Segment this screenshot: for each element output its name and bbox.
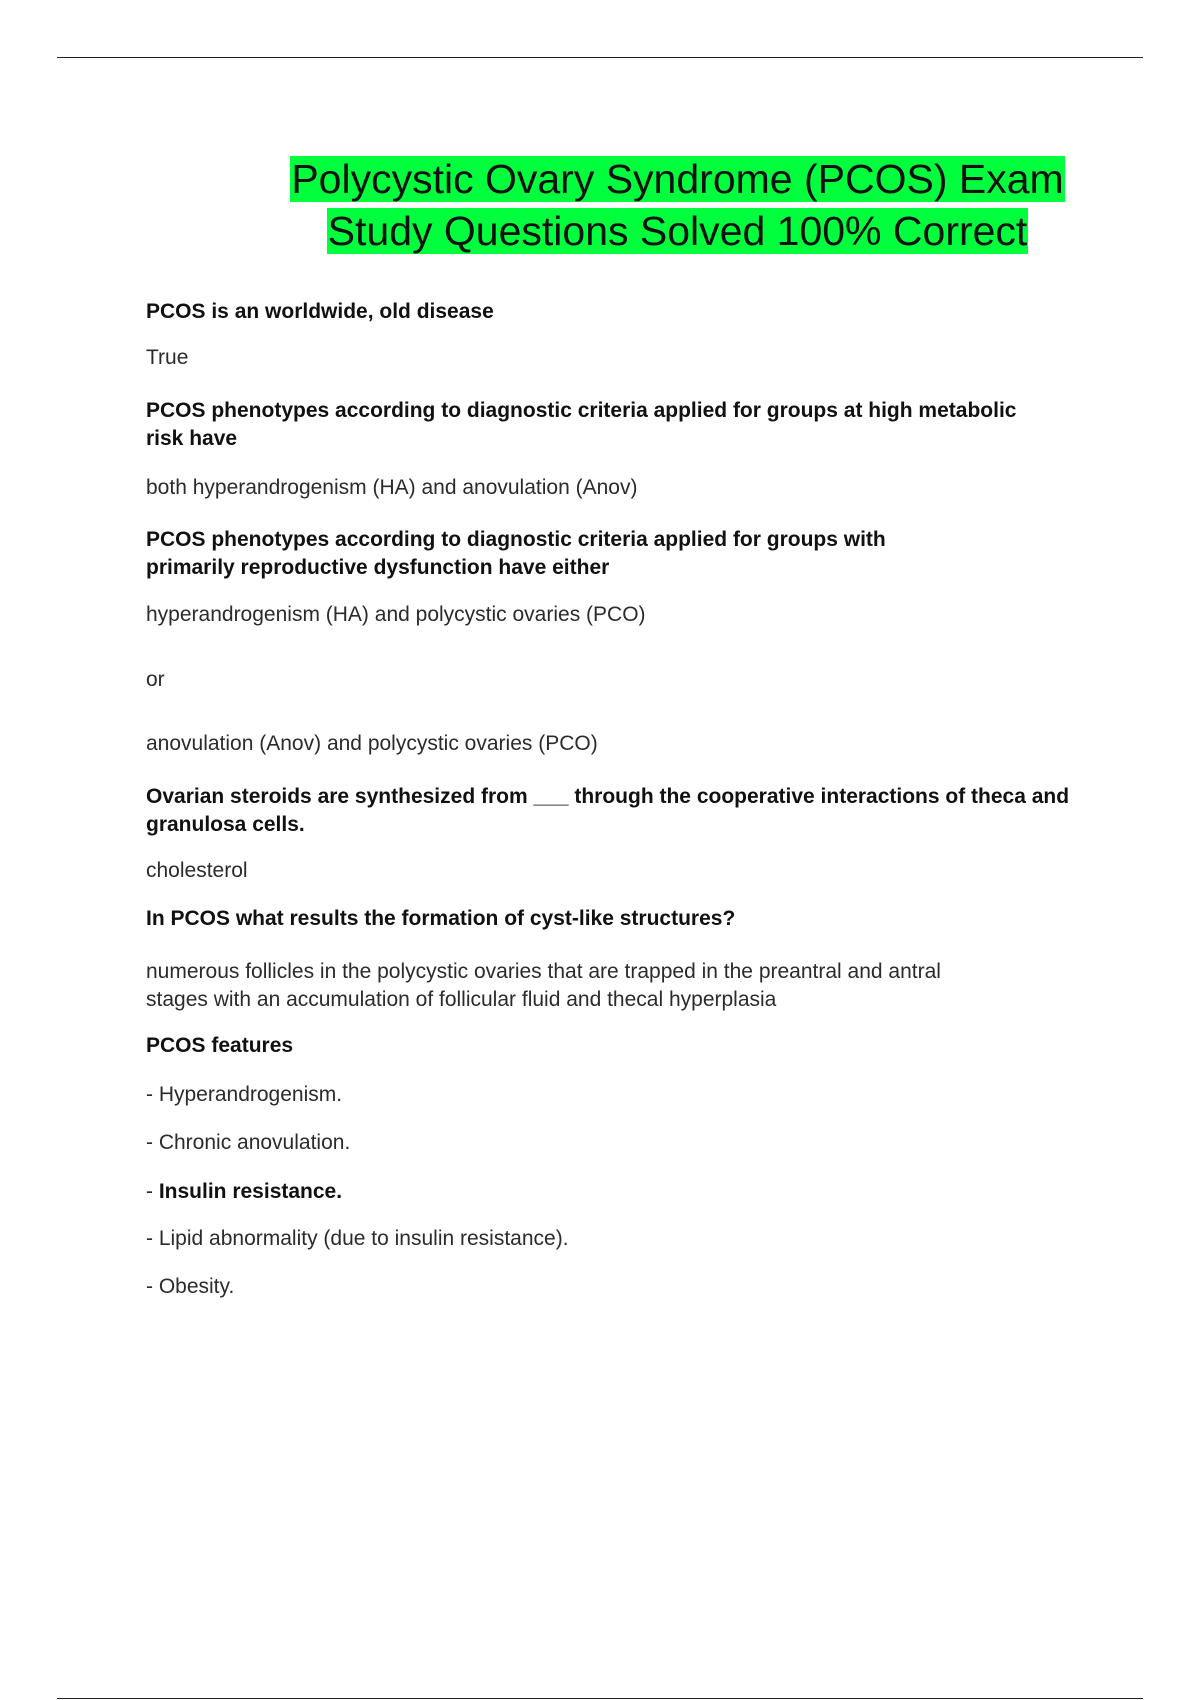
- question-4-line-1: Ovarian steroids are synthesized from ___ through the cooperative interactions of theca and: [146, 785, 1070, 808]
- question-3: [146, 526, 886, 582]
- bottom-rule: [57, 1698, 1143, 1699]
- question-3-line-1: PCOS phenotypes according to diagnostic criteria applied for groups with: [146, 528, 886, 551]
- document-title: [0, 153, 1200, 257]
- question-4: [146, 783, 1069, 839]
- title-line-2: Study Questions Solved 100% Correct: [327, 208, 1028, 254]
- answer-3-line-2: or: [146, 668, 165, 691]
- question-5: In PCOS what results the formation of cyst-like structures?: [146, 907, 736, 930]
- top-rule: [57, 57, 1143, 58]
- question-2: [146, 397, 1016, 453]
- answer-3-line-1: hyperandrogenism (HA) and polycystic ovaries (PCO): [146, 603, 646, 626]
- question-4-line-2: granulosa cells.: [146, 813, 305, 836]
- answer-2: both hyperandrogenism (HA) and anovulation (Anov): [146, 476, 638, 499]
- question-2-line-2: risk have: [146, 427, 238, 450]
- feature-dash: -: [146, 1180, 159, 1203]
- feature-item-bold: [146, 1178, 342, 1206]
- feature-item: - Lipid abnormality (due to insulin resistance).: [146, 1227, 569, 1250]
- feature-bold-text: Insulin resistance.: [158, 1180, 343, 1203]
- answer-5: [146, 958, 941, 1014]
- feature-item: - Obesity.: [146, 1275, 235, 1298]
- answer-5-line-1: numerous follicles in the polycystic ovaries that are trapped in the preantral and antral: [146, 960, 941, 983]
- answer-5-line-2: stages with an accumulation of follicular fluid and thecal hyperplasia: [146, 988, 777, 1011]
- feature-item: - Chronic anovulation.: [146, 1131, 351, 1154]
- question-1: PCOS is an worldwide, old disease: [146, 300, 494, 323]
- answer-3-line-3: anovulation (Anov) and polycystic ovaries (PCO): [146, 732, 598, 755]
- question-2-line-1: PCOS phenotypes according to diagnostic criteria applied for groups at high metabolic: [146, 399, 1017, 422]
- question-3-line-2: primarily reproductive dysfunction have either: [146, 556, 610, 579]
- answer-4: cholesterol: [146, 859, 248, 882]
- question-6: PCOS features: [146, 1034, 294, 1057]
- feature-item: - Hyperandrogenism.: [146, 1083, 343, 1106]
- title-line-1: Polycystic Ovary Syndrome (PCOS) Exam: [291, 156, 1064, 202]
- answer-1: True: [146, 346, 189, 369]
